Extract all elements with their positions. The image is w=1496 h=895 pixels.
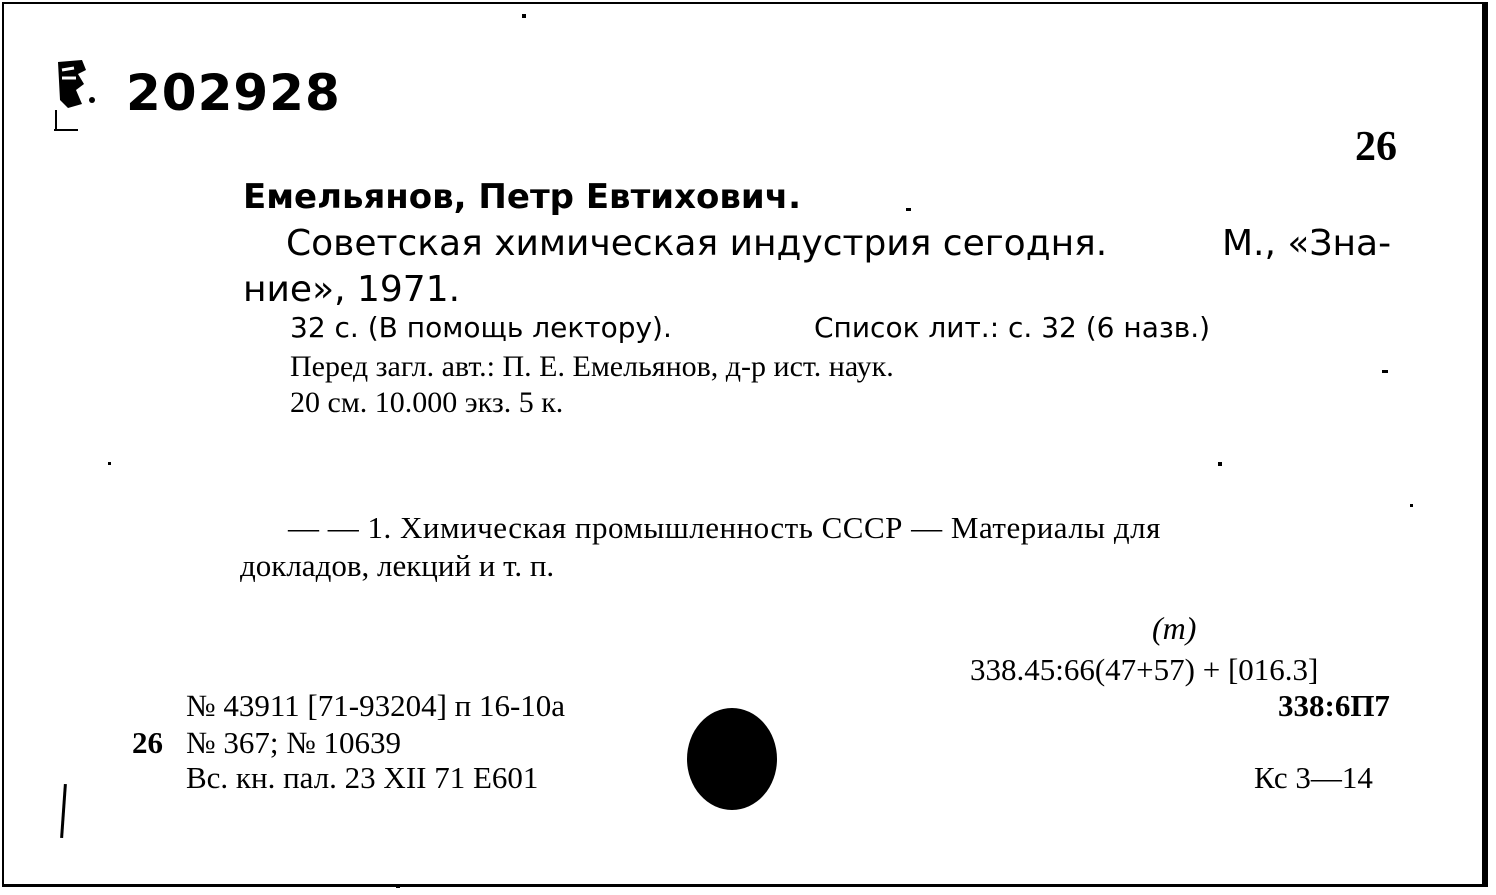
corner-number: 26 xyxy=(1355,124,1397,170)
punch-hole xyxy=(687,708,777,810)
ink-speck xyxy=(108,462,111,465)
shelf-code: Кс 3—14 xyxy=(1254,760,1373,795)
registry-line-1: № 43911 [71-93204] п 16-10а xyxy=(186,688,566,723)
card-number: 202928 xyxy=(126,64,341,122)
registry-line-2: № 367; № 10639 xyxy=(186,725,402,760)
classification-index: 338.45:66(47+57) + [016.3] xyxy=(970,652,1319,687)
subject-line-1: — — 1. Химическая промышленность СССР — Материалы для xyxy=(288,510,1161,545)
title-line-2: ние», 1971. xyxy=(243,269,461,310)
ink-speck xyxy=(1218,462,1222,466)
title-line-1: Советская химическая индустрия сегодня. xyxy=(286,223,1108,264)
title-line-1-publisher: М., «Зна- xyxy=(1222,223,1392,264)
ink-speck xyxy=(1410,504,1413,507)
stamp-logo xyxy=(48,56,104,134)
ink-speck xyxy=(522,14,526,18)
description-line-2: Перед загл. авт.: П. Е. Емельянов, д-р ист. наук. xyxy=(290,350,894,383)
registry-prefix: 26 xyxy=(132,725,163,760)
handwritten-note: (т) xyxy=(1152,610,1197,646)
ink-speck xyxy=(396,884,400,888)
description-line-1: 32 с. (В помощь лектору). xyxy=(290,311,672,344)
ink-speck xyxy=(906,208,911,211)
description-line-1-bibliography: Список лит.: с. 32 (6 назв.) xyxy=(814,311,1211,344)
description-line-3: 20 см. 10.000 экз. 5 к. xyxy=(290,386,564,419)
ink-speck xyxy=(1382,370,1388,373)
classification-author-mark: 338:6П7 xyxy=(1278,688,1390,723)
registry-line-3: Вс. кн. пал. 23 XII 71 Е601 xyxy=(186,760,539,795)
author-heading: Емельянов, Петр Евтихович. xyxy=(243,177,801,217)
subject-line-2: докладов, лекций и т. п. xyxy=(240,548,555,583)
